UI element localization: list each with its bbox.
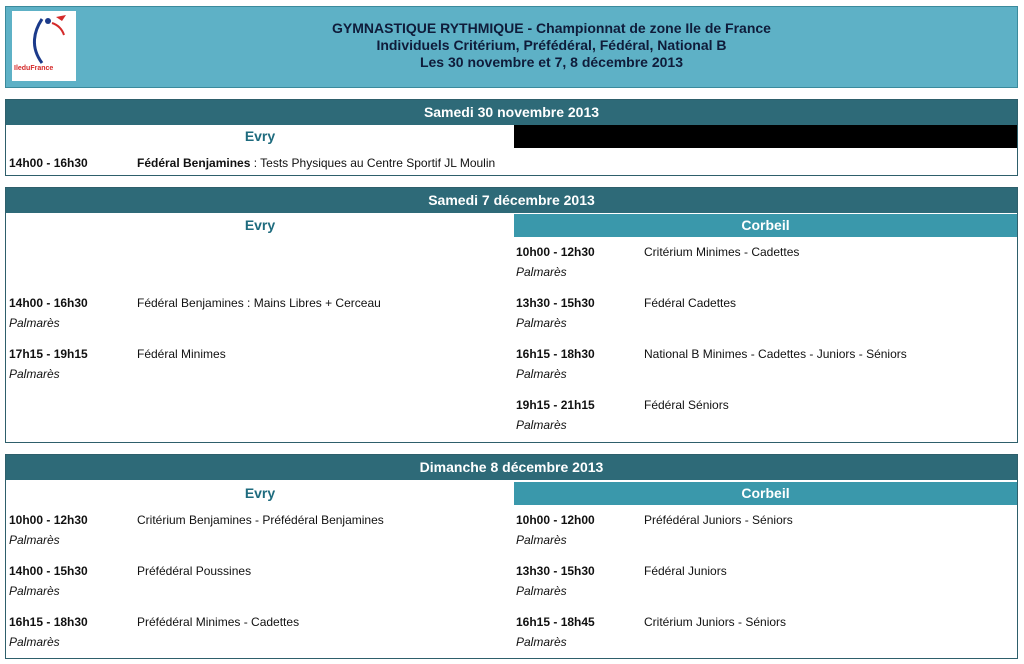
logo — [12, 11, 76, 81]
entry-desc: Fédéral Séniors — [644, 398, 729, 412]
schedule-entry — [516, 245, 1011, 285]
entry-desc: Préfédéral Poussines — [137, 564, 252, 578]
day-title: Dimanche 8 décembre 2013 — [6, 455, 1017, 480]
venue-evry: Evry — [6, 125, 514, 148]
venue-empty-black — [514, 125, 1017, 148]
day-title: Samedi 30 novembre 2013 — [6, 100, 1017, 125]
entry-desc: Critérium Minimes - Cadettes — [644, 245, 800, 259]
entry-desc-rest: : Tests Physiques au Centre Sportif JL Moulin — [250, 156, 496, 170]
day-section-30-nov — [5, 99, 1018, 176]
palmares-link[interactable]: Palmarès — [516, 316, 567, 330]
venue-corbeil: Corbeil — [514, 214, 1017, 237]
entry-time: 16h15 - 18h30 — [516, 347, 595, 361]
schedule-entry — [516, 615, 1011, 655]
venue-evry: Evry — [6, 214, 514, 237]
day-title: Samedi 7 décembre 2013 — [6, 188, 1017, 213]
schedule-entry — [516, 513, 1011, 553]
entry-desc: Critérium Juniors - Séniors — [644, 615, 787, 629]
schedule-entry — [516, 296, 1011, 336]
entry-time: 14h00 - 15h30 — [9, 564, 88, 578]
title-line-2: Individuels Critérium, Préfédéral, Fédéral, National B — [376, 37, 727, 53]
entry-time: 17h15 - 19h15 — [9, 347, 88, 361]
entry-desc-bold: Fédéral Benjamines — [137, 156, 251, 170]
entry-time: 13h30 - 15h30 — [516, 564, 595, 578]
day-section-8-dec — [5, 454, 1018, 659]
schedule-entry — [9, 296, 509, 336]
venue-corbeil: Corbeil — [514, 482, 1017, 505]
palmares-link[interactable]: Palmarès — [516, 367, 567, 381]
entry-desc: Fédéral Benjamines : Mains Libres + Cerceau — [137, 296, 381, 310]
entry-time: 16h15 - 18h45 — [516, 615, 595, 629]
entry-desc: Critérium Benjamines - Préfédéral Benjamines — [137, 513, 384, 527]
schedule-entry — [516, 564, 1011, 604]
entry-time: 16h15 - 18h30 — [9, 615, 88, 629]
palmares-link[interactable]: Palmarès — [516, 533, 567, 547]
palmares-link[interactable]: Palmarès — [516, 635, 567, 649]
entry-desc: Fédéral Juniors — [644, 564, 727, 578]
palmares-link[interactable]: Palmarès — [9, 316, 60, 330]
schedule-entry — [9, 564, 509, 604]
venue-evry: Evry — [6, 482, 514, 505]
palmares-link[interactable]: Palmarès — [516, 418, 567, 432]
entry-desc — [137, 156, 495, 170]
palmares-link[interactable]: Palmarès — [9, 367, 60, 381]
entry-time: 14h00 - 16h30 — [9, 296, 88, 310]
entry-desc: Fédéral Minimes — [137, 347, 226, 361]
schedule-entry — [9, 347, 509, 387]
schedule-entry — [516, 347, 1011, 387]
palmares-link[interactable]: Palmarès — [9, 635, 60, 649]
entry-desc: Préfédéral Juniors - Séniors — [644, 513, 793, 527]
entry-time: 14h00 - 16h30 — [9, 156, 88, 170]
entry-time: 19h15 - 21h15 — [516, 398, 595, 412]
palmares-link[interactable]: Palmarès — [9, 533, 60, 547]
entry-desc: National B Minimes - Cadettes - Juniors - Séniors — [644, 347, 907, 361]
day-section-7-dec — [5, 187, 1018, 443]
palmares-link[interactable]: Palmarès — [516, 584, 567, 598]
entry-desc: Préfédéral Minimes - Cadettes — [137, 615, 300, 629]
schedule-entry — [9, 513, 509, 553]
schedule-entry — [516, 398, 1011, 438]
page-header — [5, 6, 1018, 88]
entry-desc: Fédéral Cadettes — [644, 296, 737, 310]
entry-time: 10h00 - 12h30 — [516, 245, 595, 259]
entry-time: 10h00 - 12h30 — [9, 513, 88, 527]
schedule-entry — [9, 615, 509, 655]
title-line-3: Les 30 novembre et 7, 8 décembre 2013 — [419, 54, 684, 70]
entry-time: 13h30 - 15h30 — [516, 296, 595, 310]
palmares-link[interactable]: Palmarès — [9, 584, 60, 598]
entry-time: 10h00 - 12h00 — [516, 513, 595, 527]
title-line-1: GYMNASTIQUE RYTHMIQUE - Championnat de zone Ile de France — [332, 20, 771, 36]
logo-text: IleduFrance — [14, 65, 54, 72]
palmares-link[interactable]: Palmarès — [516, 265, 567, 279]
